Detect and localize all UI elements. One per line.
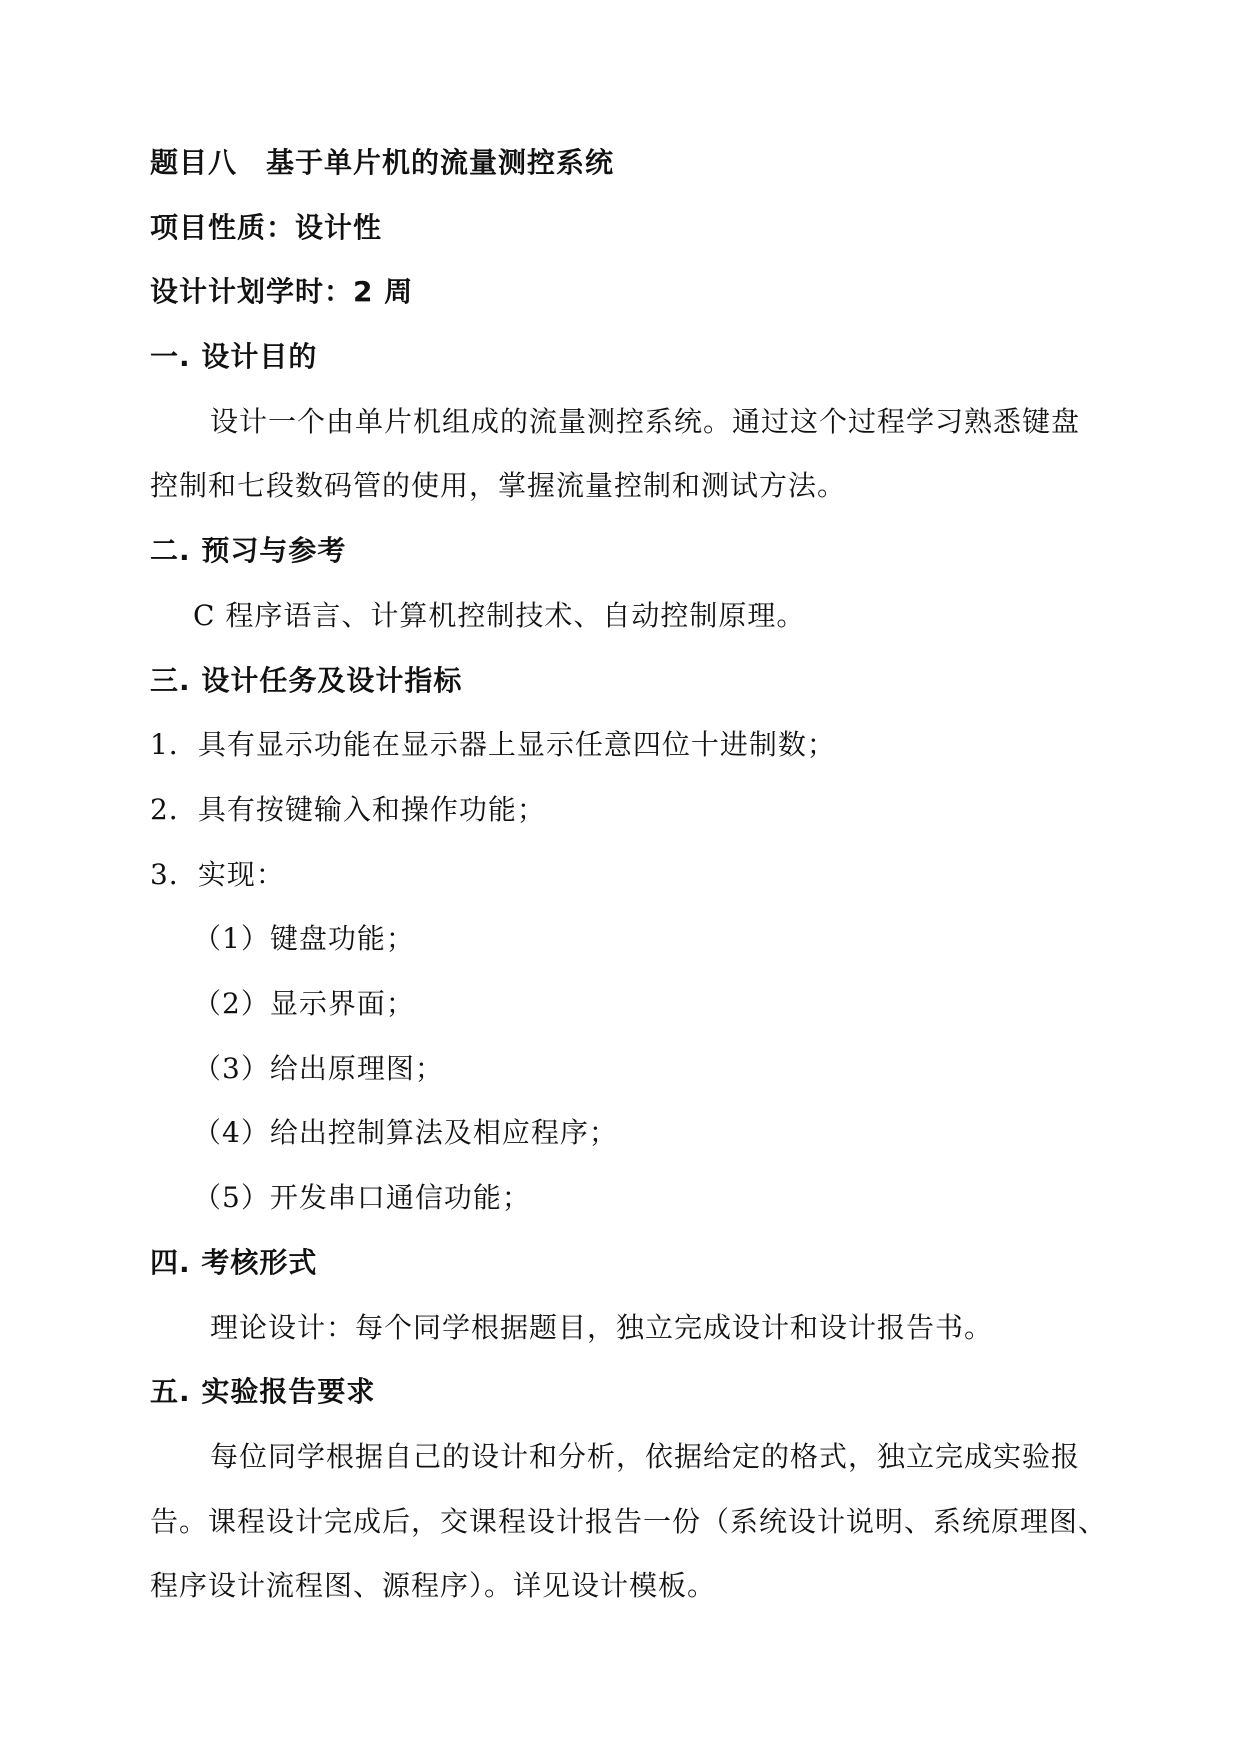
list-item: 1．具有显示功能在显示器上显示任意四位十进制数； — [150, 728, 836, 761]
section-3-heading: 三. 设计任务及设计指标 — [150, 664, 463, 697]
document-title: 题目八 基于单片机的流量测控系统 — [150, 146, 615, 179]
sub-list-item: （3）给出原理图； — [193, 1052, 444, 1085]
paragraph-line: 理论设计：每个同学根据题目，独立完成设计和设计报告书。 — [210, 1311, 994, 1344]
planned-hours: 设计计划学时：2 周 — [150, 275, 414, 308]
list-item: 2．具有按键输入和操作功能； — [150, 793, 546, 826]
paragraph-line: 每位同学根据自己的设计和分析，依据给定的格式，独立完成实验报 — [210, 1440, 1081, 1473]
paragraph-line: 告。课程设计完成后，交课程设计报告一份（系统设计说明、系统原理图、 — [150, 1505, 1108, 1538]
sub-list-item: （4）给出控制算法及相应程序； — [193, 1116, 618, 1149]
list-item: 3．实现： — [150, 858, 285, 891]
paragraph-line: C 程序语言、计算机控制技术、自动控制原理。 — [193, 599, 806, 632]
sub-list-item: （1）键盘功能； — [193, 922, 415, 955]
project-nature: 项目性质：设计性 — [150, 211, 383, 244]
section-2-heading: 二. 预习与参考 — [150, 534, 347, 567]
sub-list-item: （5）开发串口通信功能； — [193, 1181, 531, 1214]
section-5-heading: 五. 实验报告要求 — [150, 1375, 376, 1408]
sub-list-item: （2）显示界面； — [193, 987, 415, 1020]
section-4-heading: 四. 考核形式 — [150, 1246, 318, 1279]
section-1-heading: 一. 设计目的 — [150, 340, 318, 373]
paragraph-line: 控制和七段数码管的使用，掌握流量控制和测试方法。 — [150, 469, 847, 502]
paragraph-line: 设计一个由单片机组成的流量测控系统。通过这个过程学习熟悉键盘 — [210, 405, 1081, 438]
paragraph-line: 程序设计流程图、源程序）。详见设计模板。 — [150, 1569, 717, 1602]
